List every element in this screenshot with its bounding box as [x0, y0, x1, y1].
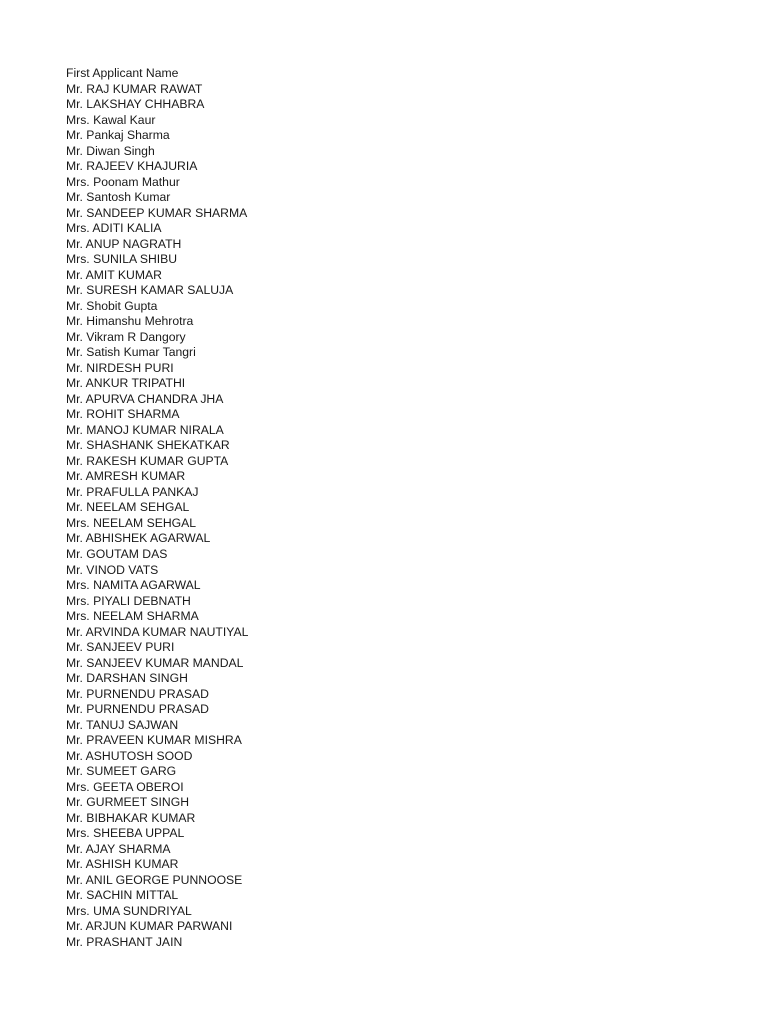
applicant-name-cell: Mr. MANOJ KUMAR NIRALA: [66, 422, 224, 437]
applicant-name-cell: Mr. PRAFULLA PANKAJ: [66, 484, 199, 499]
applicant-name-cell: Mr. ABHISHEK AGARWAL: [66, 531, 211, 546]
applicant-name-cell: Mr. SANJEEV PURI: [66, 640, 175, 655]
applicant-name-cell: Mr. GOUTAM DAS: [66, 546, 168, 561]
applicant-name-cell: Mr. RAJ KUMAR RAWAT: [66, 81, 203, 96]
applicant-name-cell: Mr. GURMEET SINGH: [66, 795, 190, 810]
applicant-name-cell: Mr. Himanshu Mehrotra: [66, 314, 194, 329]
applicant-name-cell: Mrs. UMA SUNDRIYAL: [66, 903, 192, 918]
applicant-name-cell: Mr. ARJUN KUMAR PARWANI: [66, 919, 233, 934]
applicant-name-cell: Mr. Diwan Singh: [66, 143, 155, 158]
applicant-name-cell: Mr. DARSHAN SINGH: [66, 671, 188, 686]
applicant-name-cell: Mr. Satish Kumar Tangri: [66, 345, 196, 360]
applicant-name-column: [66, 66, 248, 950]
applicant-name-cell: Mr. PURNENDU PRASAD: [66, 702, 209, 717]
applicant-name-cell: Mr. VINOD VATS: [66, 562, 159, 577]
applicant-name-cell: Mr. Santosh Kumar: [66, 190, 171, 205]
applicant-name-cell: Mr. Pankaj Sharma: [66, 128, 170, 143]
applicant-name-cell: Mr. ASHUTOSH SOOD: [66, 748, 193, 763]
applicant-name-cell: Mr. PRAVEEN KUMAR MISHRA: [66, 733, 242, 748]
applicant-name-cell: Mrs. Kawal Kaur: [66, 112, 156, 127]
applicant-name-cell: Mr. SACHIN MITTAL: [66, 888, 179, 903]
applicant-name-cell: Mrs. Poonam Mathur: [66, 174, 180, 189]
applicant-name-cell: Mrs. NEELAM SHARMA: [66, 609, 199, 624]
applicant-name-cell: Mr. ARVINDA KUMAR NAUTIYAL: [66, 624, 249, 639]
applicant-name-cell: Mr. NIRDESH PURI: [66, 360, 174, 375]
applicant-name-cell: Mrs. SUNILA SHIBU: [66, 252, 178, 267]
applicant-name-cell: Mr. SHASHANK SHEKATKAR: [66, 438, 230, 453]
applicant-name-cell: Mr. LAKSHAY CHHABRA: [66, 97, 205, 112]
applicant-name-cell: Mr. AMRESH KUMAR: [66, 469, 186, 484]
applicant-name-cell: Mrs. ADITI KALIA: [66, 221, 162, 236]
applicant-name-cell: Mr. APURVA CHANDRA JHA: [66, 391, 224, 406]
applicant-name-cell: Mrs. GEETA OBEROI: [66, 779, 184, 794]
applicant-name-cell: Mr. SURESH KAMAR SALUJA: [66, 283, 234, 298]
applicant-name-cell: Mr. PRASHANT JAIN: [66, 934, 183, 949]
applicant-name-cell: Mr. RAJEEV KHAJURIA: [66, 159, 198, 174]
applicant-name-cell: Mr. ROHIT SHARMA: [66, 407, 180, 422]
applicant-name-cell: Mr. ANIL GEORGE PUNNOOSE: [66, 872, 243, 887]
applicant-name-cell: Mr. SUMEET GARG: [66, 764, 177, 779]
applicant-name-cell: Mr. ANUP NAGRATH: [66, 236, 182, 251]
applicant-name-cell: Mrs. SHEEBA UPPAL: [66, 826, 185, 841]
applicant-name-cell: Mr. Shobit Gupta: [66, 298, 158, 313]
applicant-name-cell: Mr. TANUJ SAJWAN: [66, 717, 179, 732]
applicant-name-cell: Mr. ANKUR TRIPATHI: [66, 376, 186, 391]
applicant-name-cell: Mr. AMIT KUMAR: [66, 267, 162, 282]
applicant-name-cell: Mr. Vikram R Dangory: [66, 329, 186, 344]
applicant-name-cell: Mr. PURNENDU PRASAD: [66, 686, 209, 701]
applicant-name-cell: Mrs. NAMITA AGARWAL: [66, 578, 201, 593]
column-header: First Applicant Name: [66, 66, 179, 80]
applicant-name-cell: Mr. SANDEEP KUMAR SHARMA: [66, 205, 248, 220]
applicant-name-cell: Mr. NEELAM SEHGAL: [66, 500, 190, 515]
applicant-name-cell: Mr. SANJEEV KUMAR MANDAL: [66, 655, 244, 670]
applicant-name-cell: Mr. BIBHAKAR KUMAR: [66, 810, 196, 825]
applicant-name-cell: Mr. AJAY SHARMA: [66, 841, 171, 856]
applicant-name-cell: Mrs. NEELAM SEHGAL: [66, 515, 197, 530]
applicant-name-cell: Mr. RAKESH KUMAR GUPTA: [66, 453, 229, 468]
applicant-name-cell: Mr. ASHISH KUMAR: [66, 857, 179, 872]
applicant-name-cell: Mrs. PIYALI DEBNATH: [66, 593, 191, 608]
